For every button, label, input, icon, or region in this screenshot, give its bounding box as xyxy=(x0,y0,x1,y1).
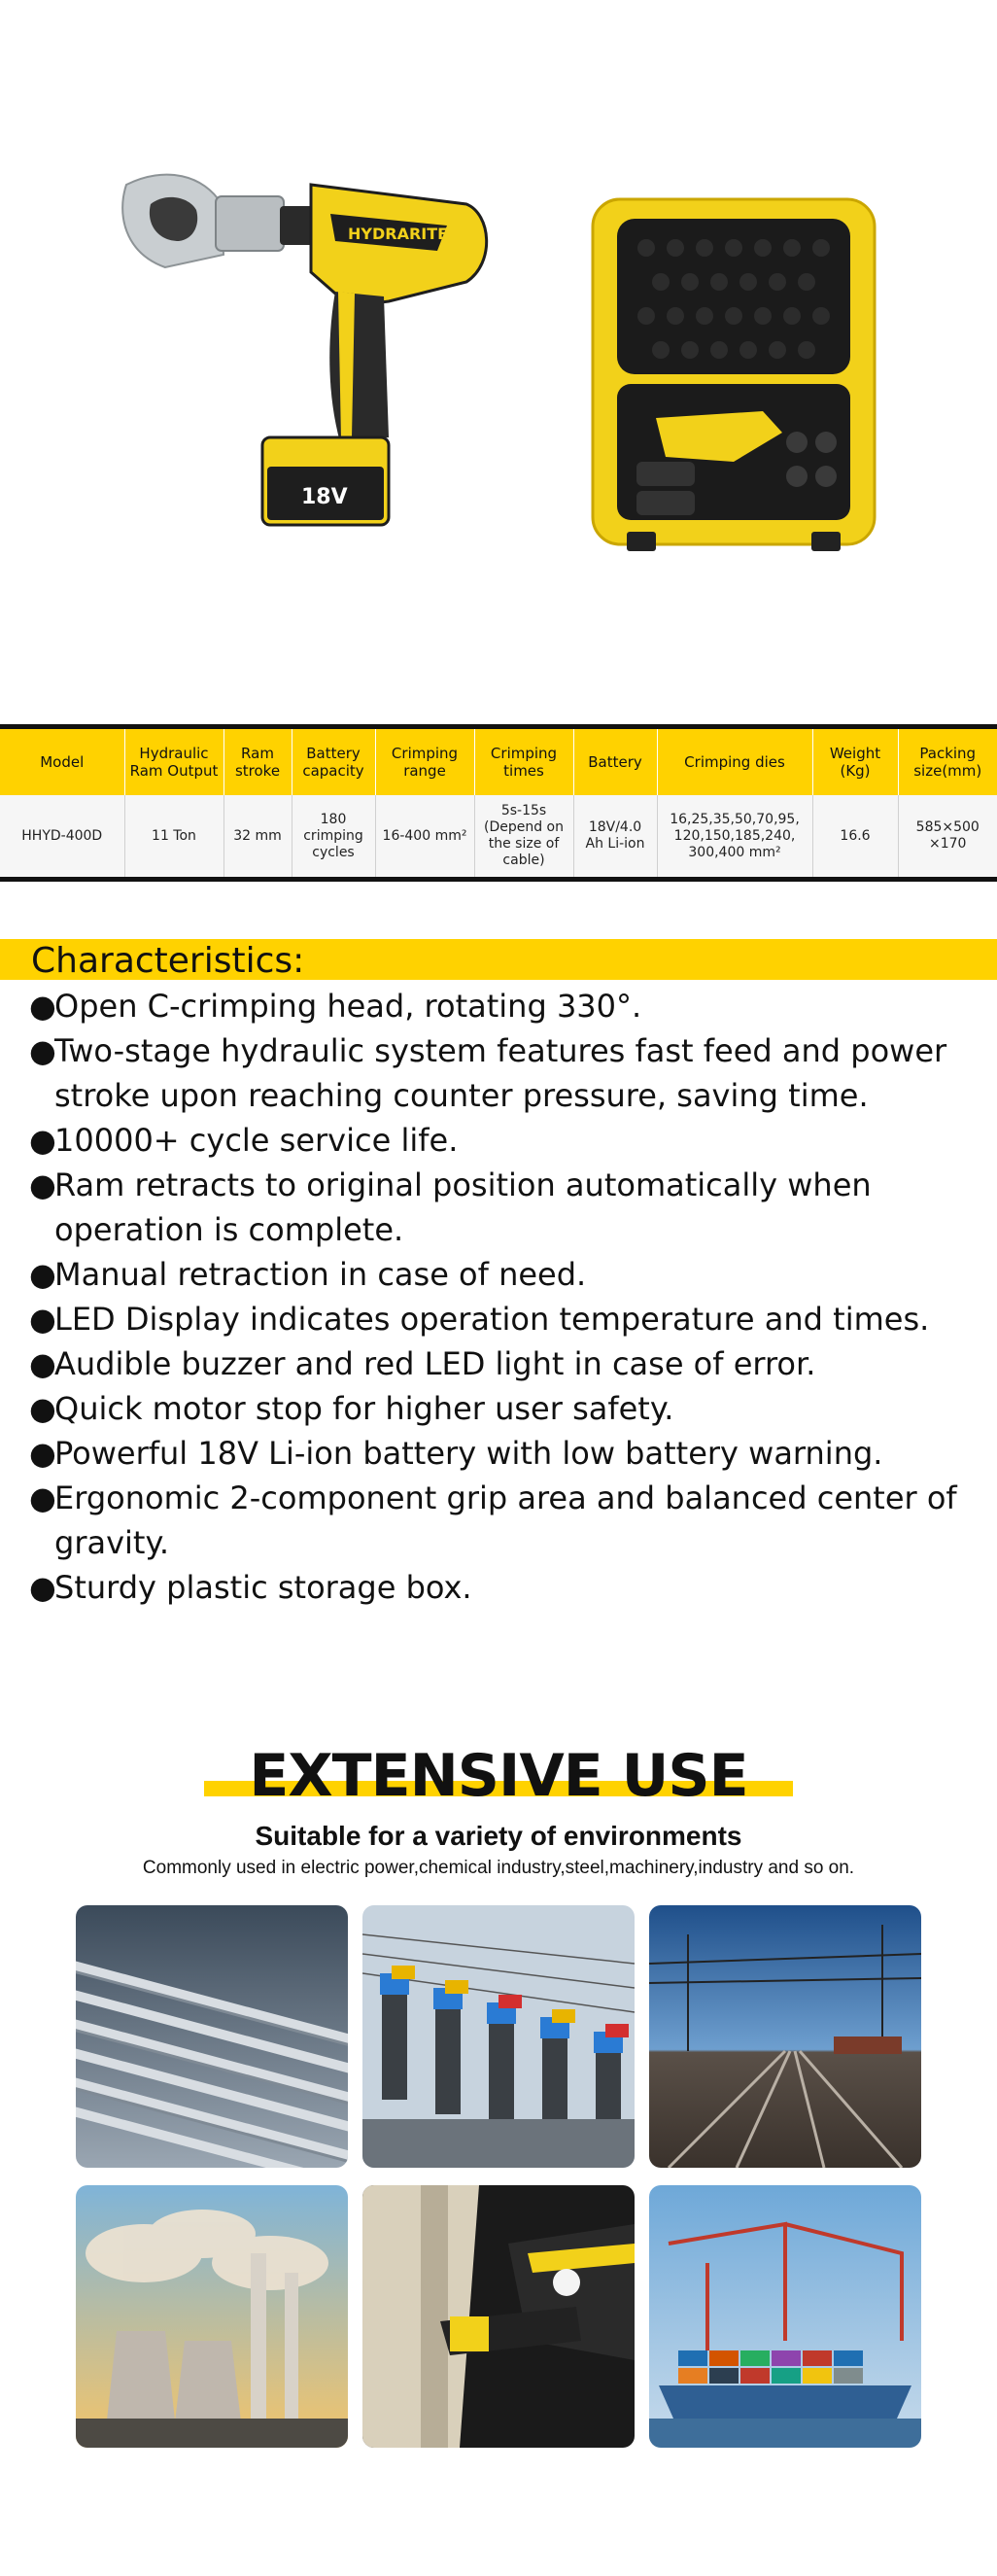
bullet-icon: ● xyxy=(29,988,56,1025)
list-item xyxy=(31,1163,993,1252)
product-hero xyxy=(0,0,997,700)
characteristic-text: Ram retracts to original position automatically when operation is complete. xyxy=(54,1166,872,1248)
spec-cell: 16.6 xyxy=(812,795,898,880)
spec-cell: 11 Ton xyxy=(124,795,223,880)
bullet-icon: ● xyxy=(29,1301,56,1338)
bullet-icon: ● xyxy=(29,1569,56,1606)
spec-header-row xyxy=(0,727,997,796)
characteristic-text: LED Display indicates operation temperature and times. xyxy=(54,1301,930,1338)
spec-cell: 16-400 mm² xyxy=(375,795,474,880)
railway-image xyxy=(649,1905,921,2168)
spec-header: Battery xyxy=(573,727,657,796)
bullet-icon: ● xyxy=(29,1479,56,1516)
bullet-icon: ● xyxy=(29,1032,56,1069)
spec-cell: 5s-15s (Depend on the size of cable) xyxy=(474,795,573,880)
extensive-use-description: Commonly used in electric power,chemical industry,steel,machinery,industry and so on. xyxy=(142,1858,855,1878)
spec-header: Crimping times xyxy=(474,727,573,796)
photo-power-plant xyxy=(76,2185,348,2448)
crimping-tool-image xyxy=(107,146,573,583)
spec-header: Battery capacity xyxy=(292,727,375,796)
photo-railway xyxy=(649,1905,921,2168)
pipes-image xyxy=(76,1905,348,2168)
photo-port xyxy=(649,2185,921,2448)
list-item xyxy=(31,1386,993,1431)
list-item xyxy=(31,1028,993,1118)
bullet-icon: ● xyxy=(29,1390,56,1427)
characteristic-text: Quick motor stop for higher user safety. xyxy=(54,1390,674,1427)
bullet-icon: ● xyxy=(29,1435,56,1472)
extensive-use-subtitle: Suitable for a variety of environments xyxy=(255,1821,742,1851)
insulators-image xyxy=(362,1905,635,2168)
list-item xyxy=(31,1297,993,1341)
characteristics-list xyxy=(31,984,993,1610)
spec-cell: 180 crimping cycles xyxy=(292,795,375,880)
storage-case-image xyxy=(588,190,879,554)
bullet-icon: ● xyxy=(29,1166,56,1203)
list-item xyxy=(31,1341,993,1386)
spec-cell: 18V/4.0 Ah Li-ion xyxy=(573,795,657,880)
characteristic-text: Ergonomic 2-component grip area and balanced center of gravity. xyxy=(54,1479,957,1561)
list-item xyxy=(31,984,993,1028)
list-item xyxy=(31,1118,993,1163)
characteristic-text: Manual retraction in case of need. xyxy=(54,1256,587,1293)
spec-header: Packing size(mm) xyxy=(898,727,997,796)
characteristic-text: Audible buzzer and red LED light in case of error. xyxy=(54,1345,816,1382)
spec-header: Ram stroke xyxy=(223,727,292,796)
spec-table xyxy=(0,724,997,882)
characteristic-text: Sturdy plastic storage box. xyxy=(54,1569,472,1606)
spec-cell: 585×500 ×170 xyxy=(898,795,997,880)
photo-pipes xyxy=(76,1905,348,2168)
bullet-icon: ● xyxy=(29,1256,56,1293)
characteristic-text: Open C-crimping head, rotating 330°. xyxy=(54,988,642,1025)
spec-cell: HHYD-400D xyxy=(0,795,124,880)
list-item xyxy=(31,1565,993,1610)
characteristic-text: Powerful 18V Li-ion battery with low battery warning. xyxy=(54,1435,883,1472)
spec-header: Model xyxy=(0,727,124,796)
bullet-icon: ● xyxy=(29,1122,56,1159)
bullet-icon: ● xyxy=(29,1345,56,1382)
tool-brand-text: HYDRARITE xyxy=(348,225,449,243)
spec-header: Crimping dies xyxy=(657,727,812,796)
spec-header: Crimping range xyxy=(375,727,474,796)
worker-image xyxy=(362,2185,635,2448)
power-plant-image xyxy=(76,2185,348,2448)
photo-insulators xyxy=(362,1905,635,2168)
spec-header: Weight (Kg) xyxy=(812,727,898,796)
spec-data-row xyxy=(0,795,997,880)
battery-label: 18V xyxy=(301,485,348,509)
photo-worker xyxy=(362,2185,635,2448)
spec-cell: 16,25,35,50,70,95, 120,150,185,240, 300,400 mm² xyxy=(657,795,812,880)
list-item xyxy=(31,1252,993,1297)
characteristic-text: 10000+ cycle service life. xyxy=(54,1122,459,1159)
characteristics-title: Characteristics: xyxy=(31,941,305,981)
list-item xyxy=(31,1476,993,1565)
characteristic-text: Two-stage hydraulic system features fast feed and power stroke upon reaching counter pressure, saving time. xyxy=(54,1032,947,1114)
spec-header: Hydraulic Ram Output xyxy=(124,727,223,796)
extensive-use-title: EXTENSIVE USE xyxy=(249,1742,748,1810)
list-item xyxy=(31,1431,993,1476)
spec-cell: 32 mm xyxy=(223,795,292,880)
port-image xyxy=(649,2185,921,2448)
